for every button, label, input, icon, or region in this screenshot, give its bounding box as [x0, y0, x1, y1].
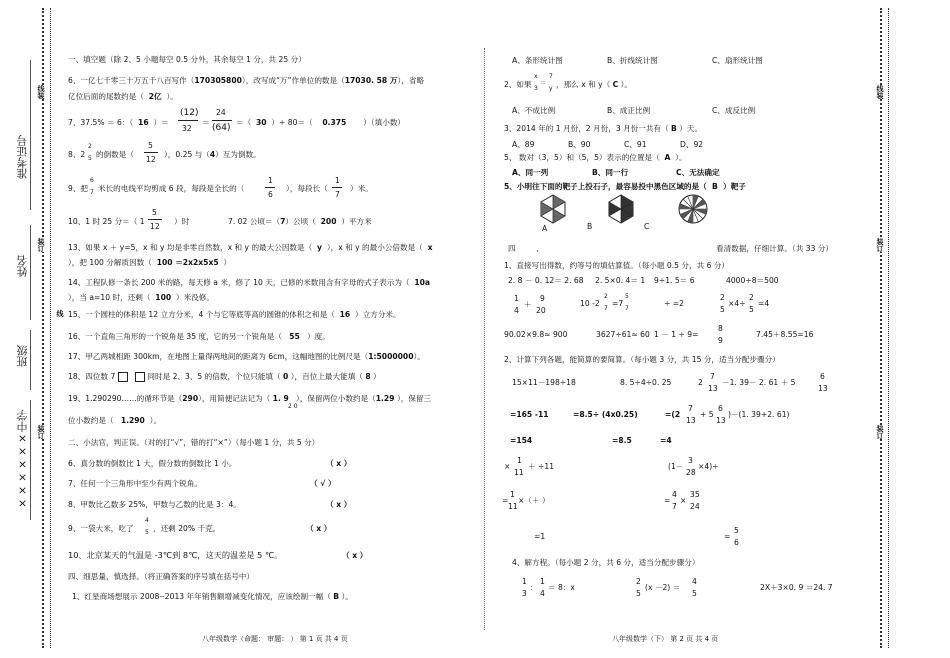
simplify-3: 2 [698, 378, 703, 387]
target-c-icon [677, 193, 709, 225]
direct-calc-11: 1 － 1 ÷ 9= [654, 330, 699, 339]
q15: 15、一个圆柱的体积是 12 立方分米，4 个与它等底等高的圆锥的体积之和是（ 16 ）立方分米。 [68, 310, 401, 319]
simplify-1-result: =154 [510, 436, 533, 445]
judge-10-answer: （ x ） [342, 551, 368, 560]
judge-9-answer: （ x ） [306, 524, 332, 533]
choice-3: 3、2014 年的 1 月份，2 月份，3 月份一共有（ B ）天。 [504, 124, 703, 133]
q10: 10、1 时 25 分＝（ 1 [68, 217, 145, 226]
choice-3-option-d: D、92 [680, 140, 704, 149]
school-underline [30, 400, 31, 520]
simplify-4-result: =1 [534, 532, 546, 541]
choice-2-option-b: B、成正比例 [607, 106, 651, 115]
equation-3: 2X＋3×0. 9 ＝24. 7 [760, 583, 833, 592]
q14-line1: 14、工程队修一条长 200 米的路，每天修 a 米，修了 10 天，已修的米数用含有字母的式子表示为（ 10a [68, 278, 431, 287]
simplify-2: 8. 5÷4÷0. 25 [620, 378, 672, 387]
q6-answer-3: 2亿 [148, 92, 162, 101]
choice-3-option-a: A、89 [512, 140, 535, 149]
q14-line2: ），当 a=10 时，还剩（ 100 ）米没修。 [68, 293, 214, 302]
q7-frac2-den: (64) [212, 123, 231, 133]
name-label: 姓名 [16, 255, 29, 277]
simplify-5: (1－ [668, 462, 684, 471]
left-mark-low: 线 [56, 310, 64, 317]
right-mark-bottom: 装订 [876, 425, 884, 439]
q13-line1: 13、如果 x ＋ y=5，x 和 y 均是非零自然数，x 和 y 的最大公因数是（ y ），x 和 y 的最小公倍数是（ x [68, 243, 433, 252]
direct-calc-5-num: 1 [514, 294, 519, 303]
exam-number-underline [30, 60, 31, 210]
q9: 9、把 [68, 184, 89, 193]
direct-calc-8-num: 2 [720, 293, 725, 302]
direct-calc-3: 9÷1. 5＝ 6 [654, 276, 695, 285]
direct-calc-12: 7.45＋8.55=16 [756, 330, 814, 339]
judge-7: 7、任何一个三角形中至少有两个锐角。 [68, 479, 202, 488]
section-calc-comma: 、 [536, 244, 544, 253]
section-calc-title: 看清数据，仔细计算。（共 33 分） [716, 244, 834, 253]
direct-calc-10: 3627÷61≈ 60 [596, 330, 650, 339]
simplify-1-step: =165 -11 [510, 410, 549, 419]
left-binding-line [42, 8, 44, 648]
q7: 7、37.5% ＝ 6：（ 16 ）＝ [68, 118, 169, 127]
q19-repeat-dots: 2 0 [288, 403, 298, 410]
right-binding-line [880, 8, 882, 648]
judge-8: 8、甲数比乙数多 25%，甲数与乙数的比是 3：4。 [68, 500, 241, 509]
direct-calc-9: 90.02×9.8≈ 900 [504, 330, 568, 339]
simplify-4-step: = [502, 496, 509, 505]
page-1-footer: 八年级数学（命题： 审题： ） 第 1 页 共 4 页 [202, 635, 348, 643]
exam-number-label: 准考证号 [16, 135, 29, 179]
choice-4: 5、 数对（3，5）和（5，5）表示的位置是（ A ）。 [504, 153, 687, 162]
q17: 17、甲乙两城相距 300km，在地图上量得两地间的距离为 6cm，这幅地图的比例尺是（1:5000000）。 [68, 352, 425, 361]
q18-blank-box [118, 372, 128, 382]
choice-3-option-c: C、91 [624, 140, 647, 149]
simplify-title: 2、计算下列各题，能简算的要简算。（每小题 3 分，共 15 分，适当分配步骤分） [504, 355, 780, 364]
choice-1-option-a: A、条形统计图 [512, 56, 563, 65]
section-4-title: 四、细思量，慎选择。（将正确答案的序号填在括号中） [68, 572, 255, 581]
q16: 16、一个直角三角形的一个锐角是 35 度，它的另一个锐角是（ 55 ）度。 [68, 332, 330, 341]
q8: 8、2 [68, 150, 86, 159]
target-b-icon [606, 194, 636, 224]
choice-2-option-c: C、成反比例 [712, 106, 756, 115]
choice-2-option-a: A、不成比例 [512, 106, 556, 115]
left-mark-bottom: 装订 [37, 425, 45, 439]
target-b-label: B [587, 222, 593, 231]
q19-line1: 19、1.290290……的循环节是（290），用简便记法记为（ 1. 9 ），保留两位小数约是（1.29 ），保留三 [68, 394, 432, 403]
section-2-title: 二、小法官，判正误。（对的打“√”，错的打“×”）（每小题 1 分，共 5 分） [68, 438, 320, 447]
choice-5: 5、小明往下面的靶子上投石子，最容易投中黑色区域的是（ B ）靶子 [504, 182, 746, 191]
q6-line2: 亿位后面的尾数约是（ 2亿 ）。 [68, 92, 178, 101]
simplify-3-step: =(2 [665, 410, 681, 419]
target-a-label: A [542, 224, 548, 233]
class-underline [30, 330, 31, 390]
q7-frac1-num: (12) [180, 108, 199, 118]
judge-10: 10、北京某天的气温是 -3℃到 8℃，这天的温差是 5 ℃。 [68, 550, 283, 560]
q6-answer-1: 170305800 [194, 76, 242, 85]
direct-calc-title: 1、直接写出得数，约等号的填估算值。（每小题 0.5 分，共 6 分） [504, 261, 730, 270]
simplify-2-step: =8.5÷ (4x0.25) [573, 410, 638, 419]
target-a-icon [538, 194, 568, 224]
judge-8-answer: （ x ） [326, 500, 352, 509]
right-mark-mid: 装订 [876, 238, 884, 252]
column-divider [484, 48, 486, 630]
simplify-4: × [504, 462, 511, 471]
name-underline [30, 225, 31, 320]
class-label: 班级 [16, 345, 29, 367]
q6-answer-2: 17030. 58 万 [344, 76, 398, 85]
school-label: ××××××中学 [16, 410, 29, 510]
q19-line2: 位小数约是（ 1.290 ）。 [68, 416, 162, 425]
direct-calc-4: 4000÷8＝500 [726, 276, 779, 285]
q7-frac2-num: 24 [216, 108, 226, 117]
left-mark-mid: 装订 [37, 238, 45, 252]
q18-blank-box-2 [135, 372, 145, 382]
choice-4-option-a: A、同一列 [512, 168, 549, 177]
simplify-3-result: =4 [660, 436, 672, 445]
left-binding-line-inner [50, 8, 51, 648]
q13-line2: ），把 100 分解质因数（ 100 ＝2x2x5x5 ） [68, 258, 232, 267]
simplify-1: 15×11－198÷18 [512, 378, 576, 387]
page-2-footer: 八年级数学（下） 第 2 页 共 4 页 [612, 635, 719, 643]
judge-9: 9、一袋大米，吃了 [68, 524, 134, 533]
simplify-5-step: = [664, 496, 671, 505]
q18: 18、四位数 7 同时是 2、3、5 的倍数，个位只能填（ 0 ），百位上最大能填（ 8 ） [68, 372, 381, 381]
equation-1: 1 [522, 577, 527, 586]
choice-4-option-c: C、无法确定 [676, 168, 720, 177]
judge-6: 6、真分数的倒数比 1 大，假分数的倒数比 1 小。 [68, 459, 237, 468]
choice-1: 1、红星商场想展示 2008--2013 年年销售额增减变化情况，应该绘制一幅（ B ）。 [72, 592, 353, 601]
direct-calc-6: 10 -2 [580, 299, 600, 308]
left-mark-top: 线装 [37, 85, 45, 99]
equation-2: 2 [636, 577, 641, 586]
simplify-2-result: =8.5 [612, 436, 632, 445]
direct-calc-7: ÷ =2 [664, 299, 684, 308]
right-mark-top: 线装 [876, 85, 884, 99]
q7-frac1-den: 32 [182, 124, 192, 133]
choice-1-option-c: C、扇形统计图 [712, 56, 763, 65]
choice-1-option-b: B、折线统计图 [607, 56, 658, 65]
judge-7-answer: （ √ ） [310, 479, 336, 488]
right-binding-line-inner [888, 8, 889, 648]
simplify-5-result: = [724, 532, 731, 541]
direct-calc-1: 2. 8 － 0. 12＝ 2. 68 [508, 276, 584, 285]
equation-title: 4、解方程。（每小题 2 分，共 6 分，适当分配步骤分） [512, 558, 700, 567]
choice-4-option-b: B、同一行 [592, 168, 629, 177]
choice-2: 2、如果 [504, 80, 532, 89]
section-1-title: 一、填空题（除 2、5 小题每空 0.5 分外，其余每空 1 分，共 25 分） [68, 55, 306, 64]
direct-calc-2: 2. 5×0. 4＝ 1 [595, 276, 646, 285]
judge-6-answer: （ x ） [326, 459, 352, 468]
section-calc-head: 四 [508, 244, 516, 253]
q6-line1: 6、一亿七千零三十万五千八百写作（170305800），改写成“万”作单位的数是（17030. 58 万），省略 [68, 76, 425, 85]
target-c-label: C [644, 222, 650, 231]
choice-3-option-b: B、90 [568, 140, 591, 149]
